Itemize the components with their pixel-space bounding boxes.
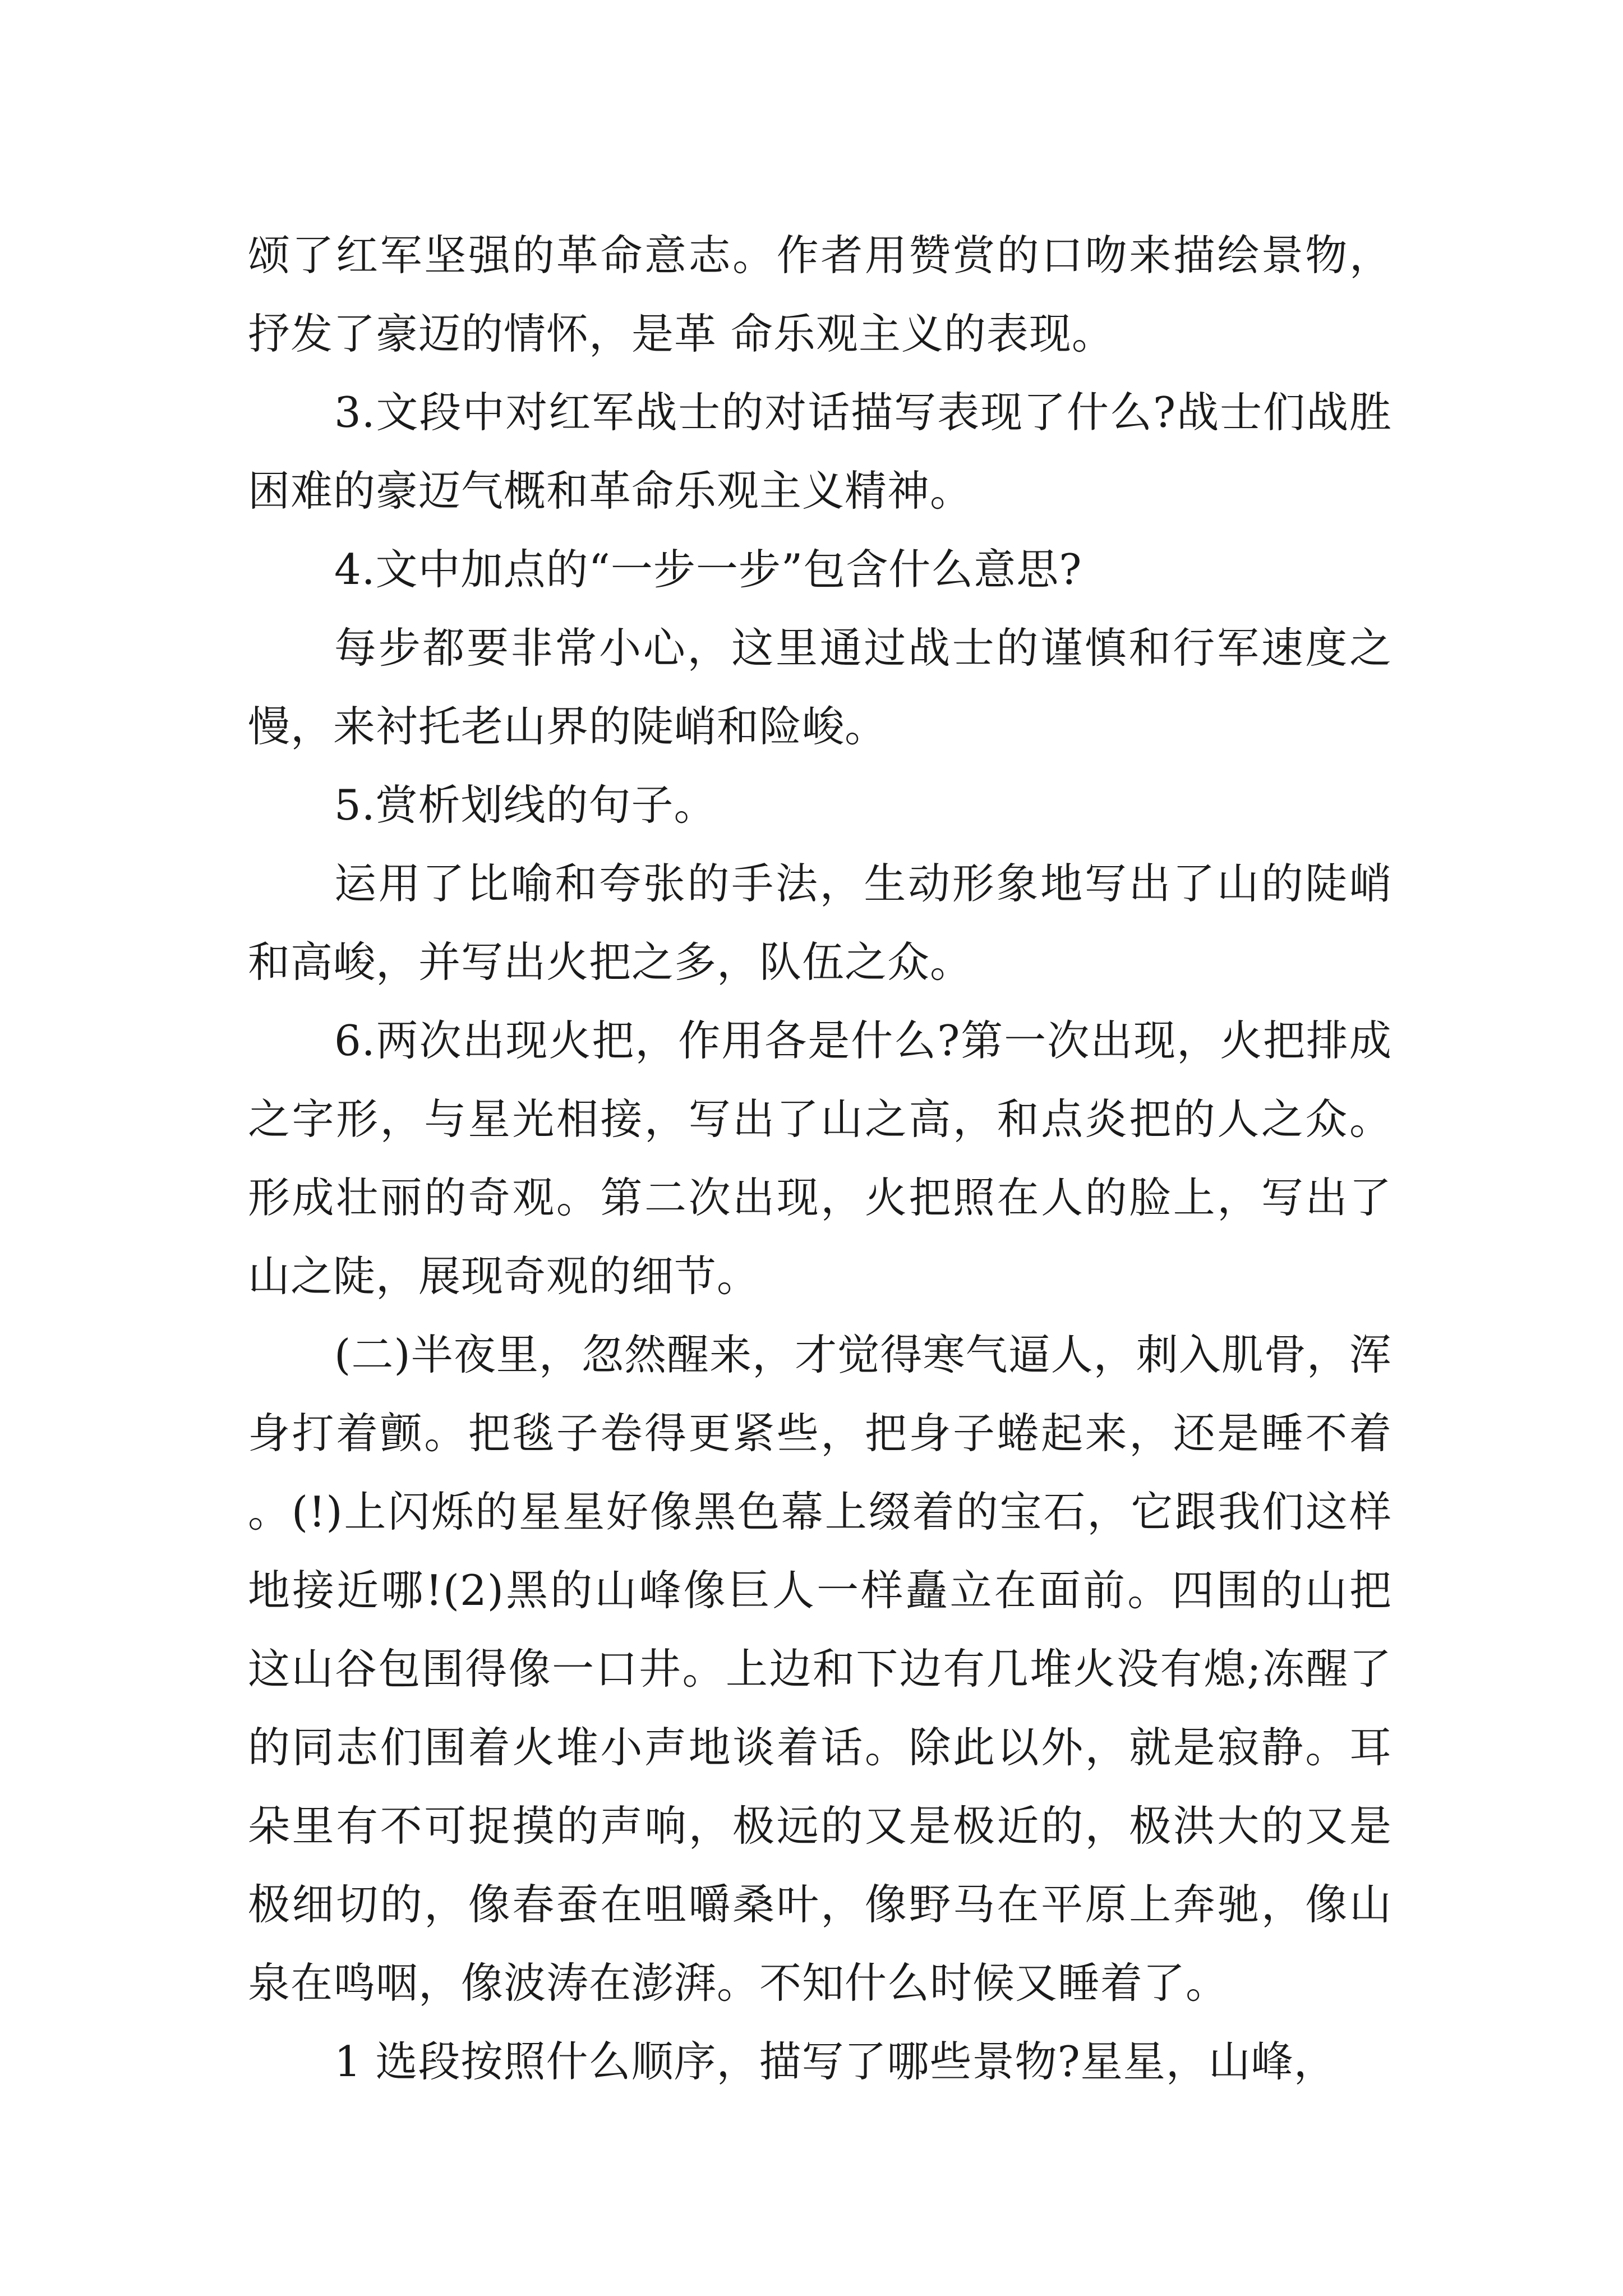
document-body xyxy=(248,216,1392,2101)
question-6: 6.两次出现火把，作用各是什么?第一次出现，火把排成之字形，与星光相接，写出了山之高，和点炎把的人之众。形成壮丽的奇观。第二次出现，火把照在人的脸上，写出了山之陡，展现奇观的细节。 xyxy=(248,1016,1392,1301)
paragraph-1: 颂了红军坚强的革命意志。作者用赞赏的口吻来描绘景物，抒发了豪迈的情怀，是革 命乐观主义的表现。 xyxy=(248,231,1392,358)
answer-4: 每步都要非常小心，这里通过战士的谨慎和行军速度之慢，来衬托老山界的陡峭和险峻。 xyxy=(248,623,1392,751)
question-3: 3.文段中对红军战士的对话描写表现了什么?战士们战胜困难的豪迈气概和革命乐观主义精神。 xyxy=(248,388,1392,516)
question-5: 5.赏析划线的句子。 xyxy=(334,780,717,830)
passage-2: (二)半夜里，忽然醒来，才觉得寒气逼人，刺入肌骨，浑身打着颤。把毯子卷得更紧些，把身子蜷起来，还是睡不着。(!)上闪烁的星星好像黑色幕上缀着的宝石，它跟我们这样地接近哪!(2)黑的山峰像巨人一样矗立在面前。四围的山把这山谷包围得像一口井。上边和下边有几堆火没有熄;冻醒了的同志们围着火堆小声地谈着话。除此以外，就是寂静。耳朵里有不可捉摸的声响，极远的又是极近的，极洪大的又是极细切的，像春蚕在咀嚼桑叶，像野马在平原上奔驰，像山泉在鸣咽，像波涛在澎湃。不知什么时候又睡着了。 xyxy=(248,1330,1392,2008)
answer-5: 运用了比喻和夸张的手法，生动形象地写出了山的陡峭和高峻，并写出火把之多，队伍之众。 xyxy=(248,859,1392,987)
question-4: 4.文中加点的“一步一步”包含什么意思? xyxy=(334,545,1082,594)
question-1-part-2: 1 选段按照什么顺序，描写了哪些景物?星星，山峰， xyxy=(334,2037,1336,2086)
